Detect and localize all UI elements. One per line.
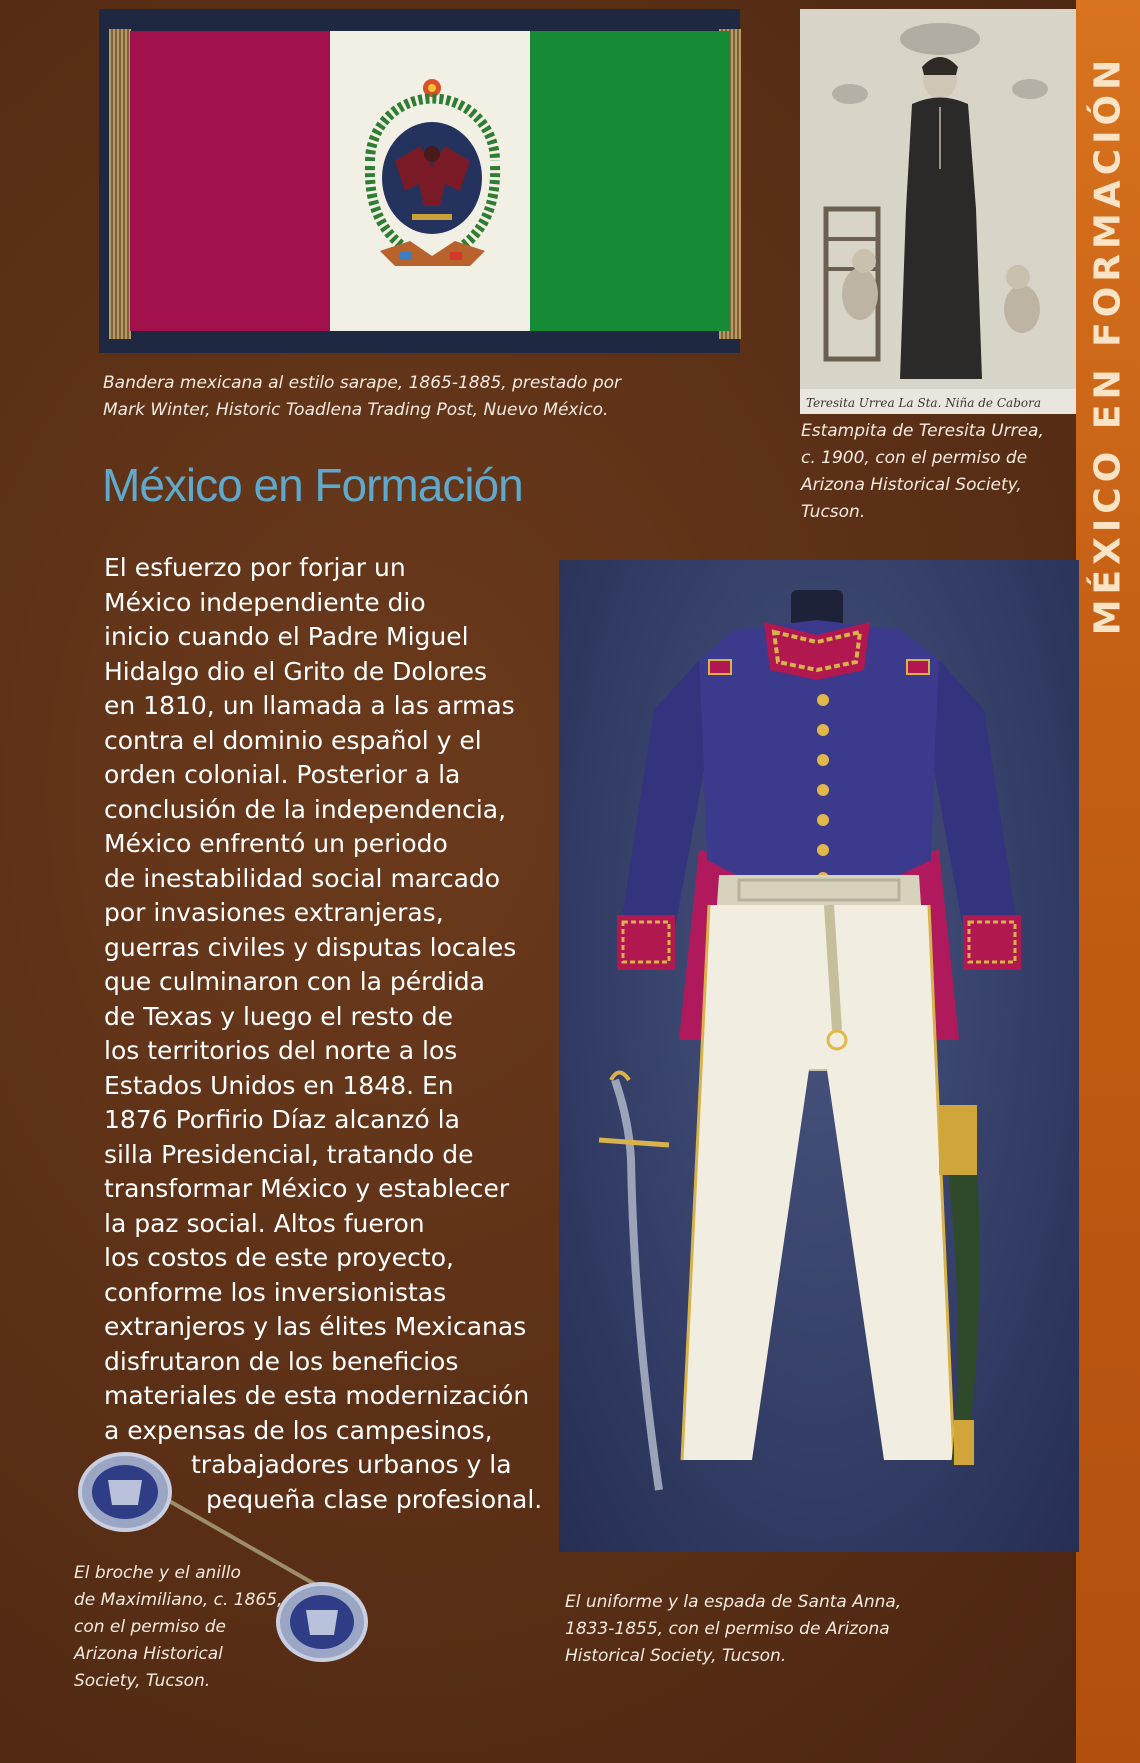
teresita-caption [801, 418, 1051, 526]
body-line: disfrutaron de los beneficios [104, 1346, 459, 1376]
brooch-caption-line: Society, Tucson. [74, 1671, 211, 1691]
body-line: de Texas y luego el resto de [104, 1001, 453, 1031]
santa-anna-uniform [559, 560, 1079, 1552]
body-line: trabajadores urbanos y la [191, 1450, 512, 1479]
body-line: El esfuerzo por forjar un [104, 553, 406, 582]
body-line: en 1810, un llamada a las armas [104, 691, 515, 720]
body-line: extranjeros y las élites Mexicanas [104, 1312, 527, 1341]
body-line: guerras civiles y disputas locales [104, 932, 517, 962]
mexican-flag [130, 31, 730, 331]
uniform-photo [559, 560, 1079, 1552]
body-line: México enfrentó un periodo [104, 829, 448, 858]
uniform-caption-line: El uniforme y la espada de Santa Anna, [565, 1592, 902, 1612]
body-line: inicio cuando el Padre Miguel [104, 622, 469, 651]
body-line: Estados Unidos en 1848. En [104, 1070, 454, 1100]
uniform-caption-line: 1833-1855, con el permiso de Arizona [565, 1619, 890, 1639]
flag-stripe-white [330, 31, 530, 331]
body-line: que culminaron con la pérdida [104, 967, 485, 996]
teresita-caption-line: Estampita de Teresita Urrea, [801, 421, 1044, 441]
body-line: orden colonial. Posterior a la [104, 760, 461, 789]
body-line: por invasiones extranjeras, [104, 898, 444, 927]
brooch-caption-line: El broche y el anillo [74, 1563, 241, 1583]
flag-caption [103, 370, 703, 424]
flag-photo [99, 9, 740, 353]
teresita-photo [800, 9, 1076, 414]
body-line: materiales de esta modernización [104, 1381, 530, 1410]
side-title: MÉXICO EN FORMACIÓN [1087, 54, 1129, 636]
flag-stripe-green [530, 31, 730, 331]
page-heading: México en Formación [102, 459, 523, 511]
body-line: 1876 Porfirio Díaz alcanzó la [104, 1105, 460, 1134]
body-line: conforme los inversionistas [104, 1277, 447, 1307]
teresita-caption-line: Arizona Historical Society, [801, 475, 1022, 495]
brooch-caption [74, 1560, 304, 1695]
teresita-portrait [800, 9, 1076, 414]
body-line: de inestabilidad social marcado [104, 863, 501, 893]
body-line: México independiente dio [104, 587, 426, 617]
teresita-caption-line: c. 1900, con el permiso de [801, 448, 1028, 468]
body-line: conclusión de la independencia, [104, 794, 507, 824]
body-text [104, 551, 554, 1517]
brooch-caption-line: Arizona Historical [74, 1644, 223, 1664]
body-line: los costos de este proyecto, [104, 1243, 454, 1272]
flag-fringe-left [109, 29, 131, 339]
body-line: la paz social. Altos fueron [104, 1208, 425, 1238]
teresita-inscription: Teresita Urrea La Sta. Niña de Cabora [806, 396, 1041, 410]
teresita-caption-line: Tucson. [801, 502, 866, 522]
body-line: Hidalgo dio el Grito de Dolores [104, 656, 488, 686]
brooch-caption-line: con el permiso de [74, 1617, 226, 1637]
body-line: pequeña clase profesional. [206, 1484, 543, 1514]
uniform-caption [565, 1589, 925, 1670]
brooch-caption-line: de Maximiliano, c. 1865, [74, 1590, 283, 1610]
body-line: transformar México y establecer [104, 1174, 510, 1203]
body-line: a expensas de los campesinos, [104, 1415, 493, 1445]
flag-caption-line: Bandera mexicana al estilo sarape, 1865-1885, prestado por [103, 373, 622, 393]
body-line: los territorios del norte a los [104, 1036, 458, 1065]
eagle-emblem [350, 66, 515, 271]
flag-stripe-red [130, 31, 330, 331]
body-line: silla Presidencial, tratando de [104, 1139, 474, 1169]
flag-caption-line: Mark Winter, Historic Toadlena Trading Post, Nuevo México. [103, 400, 609, 420]
uniform-caption-line: Historical Society, Tucson. [565, 1646, 787, 1666]
body-line: contra el dominio español y el [104, 725, 482, 755]
